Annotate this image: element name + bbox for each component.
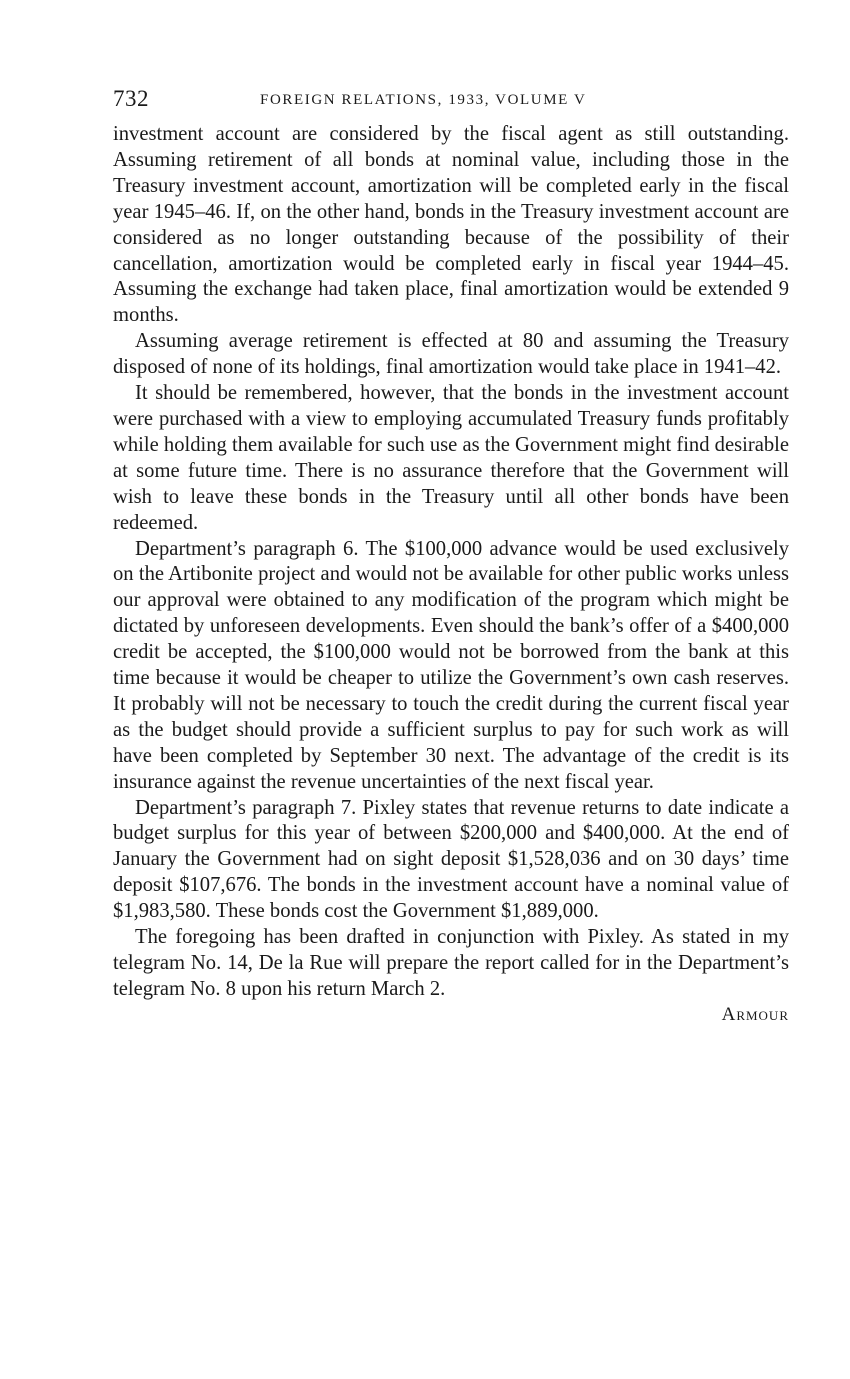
signature: Armour xyxy=(721,1003,789,1025)
document-body xyxy=(113,122,789,1003)
running-title: FOREIGN RELATIONS, 1933, VOLUME V xyxy=(260,92,587,108)
paragraph-continued: investment account are considered by the fiscal agent as still outstanding. Assuming retirement of all bonds at nominal value, including those in the Treasury investment account, amortization will be completed early in the fiscal year 1945–46. If, on the other hand, bonds in the Treasury investment account are considered as no longer outstanding because of the possibility of their cancellation, amortization would be completed early in fiscal year 1944–45. Assuming the exchange had taken place, final amortization would be extended 9 months. xyxy=(113,123,789,327)
paragraph-department-7: Department’s paragraph 7. Pixley states that revenue returns to date indicate a budget surplus for this year of between $200,000 and $400,000. At the end of January the Government had on sight deposit $1,528,036 and on 30 days’ time deposit $107,676. The bonds in the investment account have a nominal value of $1,983,580. These bonds cost the Government $1,889,000. xyxy=(113,796,789,923)
paragraph-average-retirement: Assuming average retirement is effected at 80 and assuming the Treasury disposed of none of its holdings, final amortization would take place in 1941–42. xyxy=(113,330,789,379)
page-number: 732 xyxy=(113,86,149,111)
document-page xyxy=(113,86,789,1027)
paragraph-foregoing: The foregoing has been drafted in conjunction with Pixley. As stated in my telegram No. 14, De la Rue will prepare the report called for in the Department’s telegram No. 8 upon his return March 2. xyxy=(113,926,789,1000)
paragraph-investment-account: It should be remembered, however, that the bonds in the investment account were purchased with a view to employing accumulated Treasury funds profitably while holding them available for such use as the Government might find desirable at some future time. There is no assurance therefore that the Government will wish to leave these bonds in the Treasury until all other bonds have been redeemed. xyxy=(113,382,789,534)
paragraph-department-6: Department’s paragraph 6. The $100,000 advance would be used exclusively on the Artibonite project and would not be available for other public works unless our approval were obtained to any modification of the program which might be dictated by unforeseen developments. Even should the bank’s offer of a $400,000 credit be accepted, the $100,000 would not be borrowed from the bank at this time because it would be cheaper to utilize the Government’s own cash reserves. It probably will not be necessary to touch the credit during the current fiscal year as the budget should provide a sufficient surplus to pay for such work as will have been completed by September 30 next. The advantage of the credit is its insurance against the revenue uncertainties of the next fiscal year. xyxy=(113,537,789,793)
running-header xyxy=(113,86,789,116)
